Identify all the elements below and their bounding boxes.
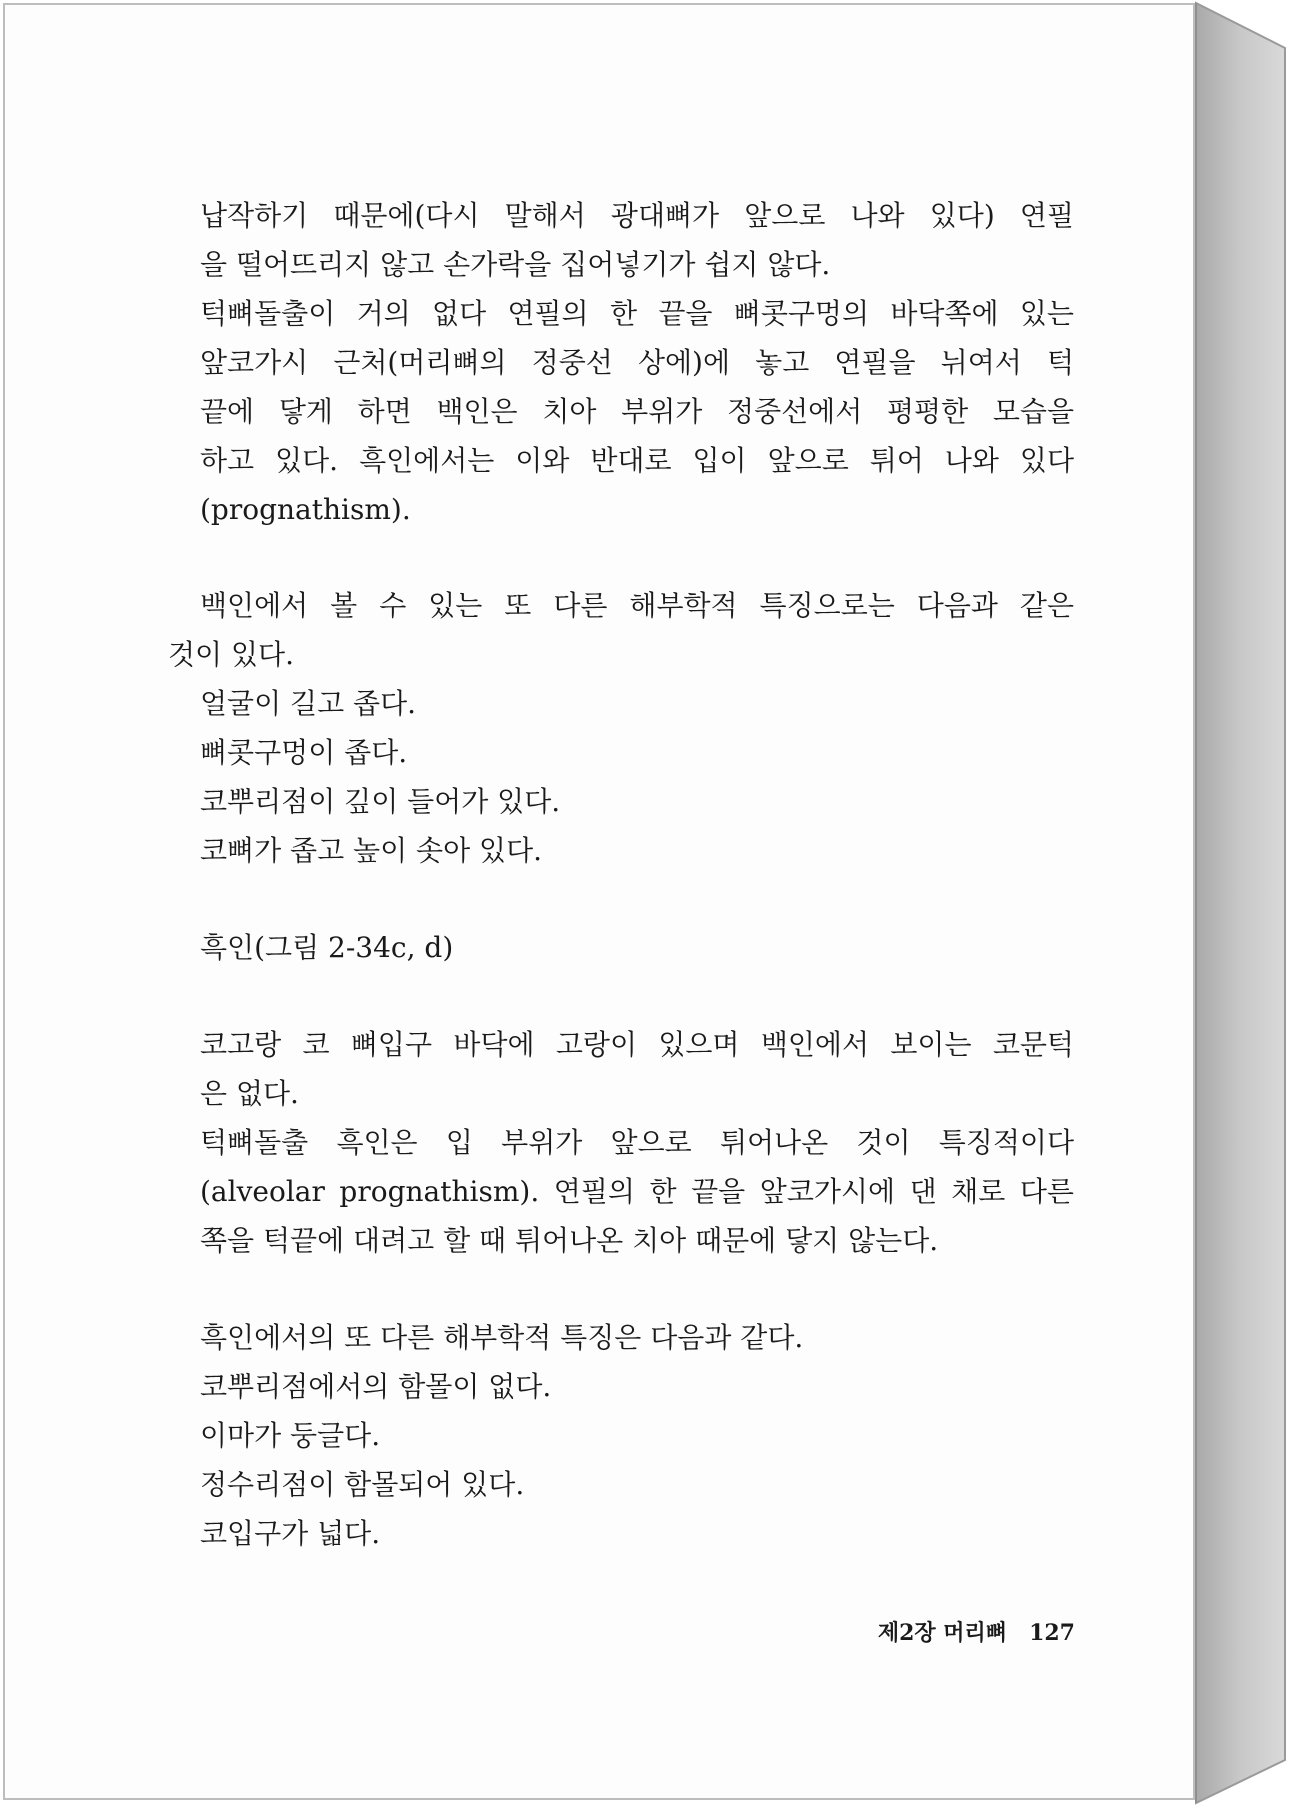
list-item: 뼈콧구멍이 좁다. [200,736,408,769]
list-item: 얼굴이 길고 좁다. [200,687,417,720]
text-line: 흑인에서의 또 다른 해부학적 특징은 다음과 같다. [200,1321,804,1354]
text-line: 을 떨어뜨리지 않고 손가락을 집어넣기가 쉽지 않다. [200,248,831,281]
text-line: 납작하기 때문에(다시 말해서 광대뼈가 앞으로 나와 있다) 연필 [200,199,1074,232]
text-line: 턱뼈돌출이 거의 없다 연필의 한 끝을 뼈콧구멍의 바닥쪽에 있는 [200,297,1074,330]
section-heading: 흑인(그림 2-34c, d) [200,931,454,964]
list-item: 코뿌리점에서의 함몰이 없다. [200,1370,552,1403]
chapter-title: 제2장 머리뼈 [877,1620,1008,1646]
page-footer [870,1618,1075,1648]
list-item: 이마가 둥글다. [200,1419,381,1452]
page-number: 127 [1029,1620,1075,1646]
list-item: 정수리점이 함몰되어 있다. [200,1468,525,1501]
text-line: 하고 있다. 흑인에서는 이와 반대로 입이 앞으로 튀어 나와 있다 [200,444,1074,477]
text-line: 끝에 닿게 하면 백인은 치아 부위가 정중선에서 평평한 모습을 [200,395,1074,428]
text-line: (alveolar prognathism). 연필의 한 끝을 앞코가시에 댄 채로 다른 [200,1175,1074,1208]
text-line: 쪽을 턱끝에 대려고 할 때 튀어나온 치아 때문에 닿지 않는다. [200,1224,939,1257]
text-line: 턱뼈돌출 흑인은 입 부위가 앞으로 튀어나온 것이 특징적이다 [200,1126,1074,1159]
text-line: 코고랑 코 뼈입구 바닥에 고랑이 있으며 백인에서 보이는 코문턱 [200,1028,1074,1061]
text-line: 백인에서 볼 수 있는 또 다른 해부학적 특징으로는 다음과 같은 [200,589,1074,622]
list-item: 코뼈가 좁고 높이 솟아 있다. [200,834,543,867]
text-line: 앞코가시 근처(머리뼈의 정중선 상에)에 놓고 연필을 뉘여서 턱 [200,346,1074,379]
text-line: 은 없다. [200,1077,299,1110]
list-item: 코뿌리점이 깊이 들어가 있다. [200,785,561,818]
text-line: 것이 있다. [168,638,294,671]
list-item: 코입구가 넓다. [200,1517,381,1550]
text-line: (prognathism). [200,493,411,526]
